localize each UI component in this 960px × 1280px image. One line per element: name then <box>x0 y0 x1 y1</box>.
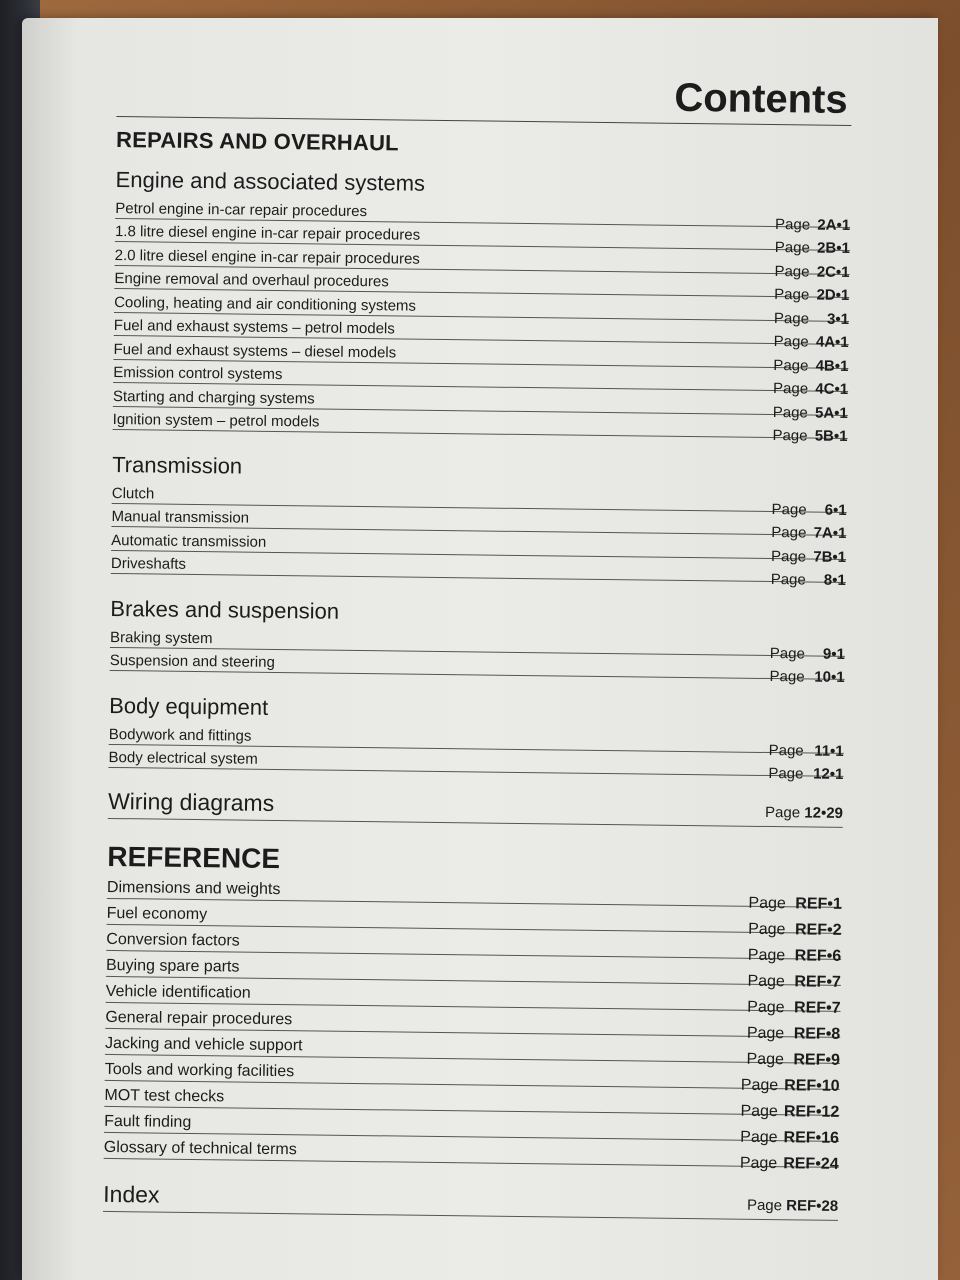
book-page <box>22 18 938 1280</box>
entry-label: Fuel and exhaust systems – petrol models <box>113 316 395 338</box>
entry-page-ref <box>747 999 841 1018</box>
section-group <box>112 166 851 445</box>
page-number: 12•29 <box>804 804 844 822</box>
page-number: REF•2 <box>794 921 842 939</box>
entry-label: 1.8 litre diesel engine in-car repair procedures <box>114 222 421 244</box>
entry-label: Fuel and exhaust systems – diesel models <box>113 340 397 361</box>
entry-page-ref <box>771 548 846 566</box>
entry-label: Bodywork and fittings <box>108 725 252 745</box>
index-group <box>103 1181 838 1221</box>
entry-page-ref <box>774 263 849 281</box>
entry-page-ref <box>773 357 848 375</box>
entry-page-ref <box>748 921 842 940</box>
page-word: Page <box>773 333 809 351</box>
page-number: 9•1 <box>822 645 845 663</box>
page-number: REF•8 <box>793 1025 841 1043</box>
entry-label: Fault finding <box>104 1112 192 1131</box>
entry-label: Braking system <box>109 628 213 647</box>
page-word: Page <box>774 286 810 304</box>
entry-page-ref <box>774 286 849 304</box>
entry-page-ref <box>775 216 850 234</box>
entry-label: Ignition system – petrol models <box>112 410 320 431</box>
page-word: Page <box>740 1102 778 1121</box>
entry-label: 2.0 litre diesel engine in-car repair procedures <box>114 246 420 268</box>
entry-label: Starting and charging systems <box>112 387 315 407</box>
entry-label: Vehicle identification <box>105 982 251 1002</box>
wiring-group <box>108 788 843 828</box>
page-word: Page <box>773 309 810 327</box>
entry-page-ref <box>772 501 847 519</box>
page-number: 10•1 <box>814 668 845 686</box>
page-word: Page <box>773 356 809 374</box>
entry-label: Fuel economy <box>106 904 208 924</box>
reference-heading: REFERENCE <box>107 840 281 875</box>
entry-page-ref <box>771 571 846 589</box>
section-title: Brakes and suspension <box>110 595 340 624</box>
page-word: Page <box>771 500 807 518</box>
page-number: 6•1 <box>824 501 847 519</box>
entry-label: Petrol engine in-car repair procedures <box>115 199 368 220</box>
index-label: Index <box>103 1180 160 1208</box>
page-word: Page <box>739 1154 778 1173</box>
page-word: Page <box>748 920 786 939</box>
page-word: Page <box>769 644 806 662</box>
entry-label: Suspension and steering <box>109 651 275 671</box>
entry-label: Body electrical system <box>108 748 258 768</box>
contents-page <box>103 68 852 1221</box>
entry-label: Automatic transmission <box>111 531 267 551</box>
entry-page-ref <box>747 973 841 992</box>
entry-page-ref <box>774 333 849 351</box>
page-number: 8•1 <box>823 571 846 589</box>
page-word: Page <box>768 741 804 759</box>
page-number: REF•28 <box>786 1197 839 1215</box>
page-number: 11•1 <box>814 742 844 760</box>
page-word: Page <box>765 803 801 822</box>
entry-label: Manual transmission <box>111 507 250 527</box>
page-word: Page <box>774 215 811 233</box>
entry-page-ref <box>772 427 847 445</box>
entry-label: Engine removal and overhaul procedures <box>114 269 389 291</box>
wiring-label: Wiring diagrams <box>107 787 275 816</box>
entry-label: Buying spare parts <box>105 956 240 976</box>
entry-label: Driveshafts <box>110 554 187 573</box>
entry-label: MOT test checks <box>104 1086 225 1106</box>
entry-page-ref <box>769 742 844 760</box>
repairs-heading: REPAIRS AND OVERHAUL <box>115 126 399 156</box>
entry-label: General repair procedures <box>105 1008 293 1029</box>
section-title: Engine and associated systems <box>115 166 426 196</box>
entry-label: Cooling, heating and air conditioning systems <box>114 293 417 315</box>
page-word: Page <box>768 765 804 783</box>
entry-page-ref <box>740 1129 839 1148</box>
page-number: 2B•1 <box>816 239 850 257</box>
entry-page-ref <box>775 239 850 257</box>
section-group <box>109 595 846 686</box>
index-entry[interactable] <box>103 1181 838 1221</box>
index-page-ref <box>747 1197 838 1217</box>
page-word: Page <box>772 403 808 421</box>
page-number: REF•1 <box>795 895 842 913</box>
entry-page-ref <box>741 1077 840 1096</box>
page-word: Page <box>740 1128 778 1147</box>
page-word: Page <box>772 427 808 445</box>
entry-page-ref <box>774 310 849 328</box>
page-number: REF•7 <box>794 973 841 991</box>
page-number: 4C•1 <box>815 380 849 398</box>
section-title: Body equipment <box>109 692 269 720</box>
page-number: 3•1 <box>826 310 850 328</box>
page-word: Page <box>770 571 806 589</box>
page-number: 4B•1 <box>815 357 849 375</box>
page-number: 4A•1 <box>815 333 849 351</box>
page-number: 2A•1 <box>817 216 851 234</box>
entry-page-ref <box>770 645 845 663</box>
page-number: 5B•1 <box>814 427 848 445</box>
page-number: REF•16 <box>783 1129 840 1147</box>
page-number: 2C•1 <box>816 263 850 281</box>
page-number: 2D•1 <box>816 286 850 304</box>
entry-page-ref <box>740 1155 839 1174</box>
wiring-page-ref <box>765 804 843 824</box>
page-word: Page <box>769 668 805 686</box>
entry-label: Emission control systems <box>113 363 283 384</box>
page-number: 12•1 <box>813 765 844 783</box>
page-word: Page <box>747 972 785 991</box>
entry-label: Dimensions and weights <box>106 878 281 899</box>
page-word: Page <box>770 547 807 565</box>
wiring-entry[interactable] <box>108 788 843 828</box>
entry-label: Tools and working facilities <box>104 1060 295 1081</box>
entry-label: Glossary of technical terms <box>103 1138 297 1159</box>
page-word: Page <box>740 1076 779 1095</box>
page-number: REF•12 <box>783 1103 840 1121</box>
entry-page-ref <box>773 404 848 422</box>
entry-page-ref <box>746 1051 840 1070</box>
page-number: 5A•1 <box>814 404 848 422</box>
page-word: Page <box>746 1050 785 1069</box>
page-number: 7B•1 <box>813 548 847 566</box>
page-word: Page <box>747 998 785 1017</box>
entry-label: Clutch <box>111 484 155 502</box>
page-number: REF•24 <box>783 1155 839 1173</box>
page-number: REF•9 <box>793 1051 841 1069</box>
page-word: Page <box>772 380 809 398</box>
entry-page-ref <box>748 947 842 966</box>
reference-entries <box>103 873 842 1173</box>
entry-page-ref <box>769 668 844 686</box>
page-word: Page <box>771 524 807 542</box>
page-word: Page <box>746 1024 785 1043</box>
page-number: REF•6 <box>794 947 842 965</box>
section-title: Transmission <box>112 451 243 479</box>
page-title: Contents <box>674 75 848 122</box>
section-group <box>108 692 844 783</box>
page-word: Page <box>748 894 786 913</box>
entry-page-ref <box>740 1103 839 1122</box>
page-number: 7A•1 <box>813 524 847 542</box>
page-word: Page <box>774 262 810 280</box>
page-word: Page <box>746 1196 783 1215</box>
page-number: REF•10 <box>784 1077 840 1095</box>
repair-groups <box>108 166 851 783</box>
page-word: Page <box>747 946 786 965</box>
page-word: Page <box>774 239 810 257</box>
page-number: REF•7 <box>793 999 841 1017</box>
entry-page-ref <box>773 380 848 398</box>
entry-label: Jacking and vehicle support <box>104 1034 303 1055</box>
section-group <box>110 451 847 589</box>
entry-page-ref <box>748 895 842 914</box>
entry-page-ref <box>768 765 843 783</box>
entry-page-ref <box>747 1025 841 1044</box>
entry-label: Conversion factors <box>106 930 240 950</box>
entry-page-ref <box>771 524 846 542</box>
